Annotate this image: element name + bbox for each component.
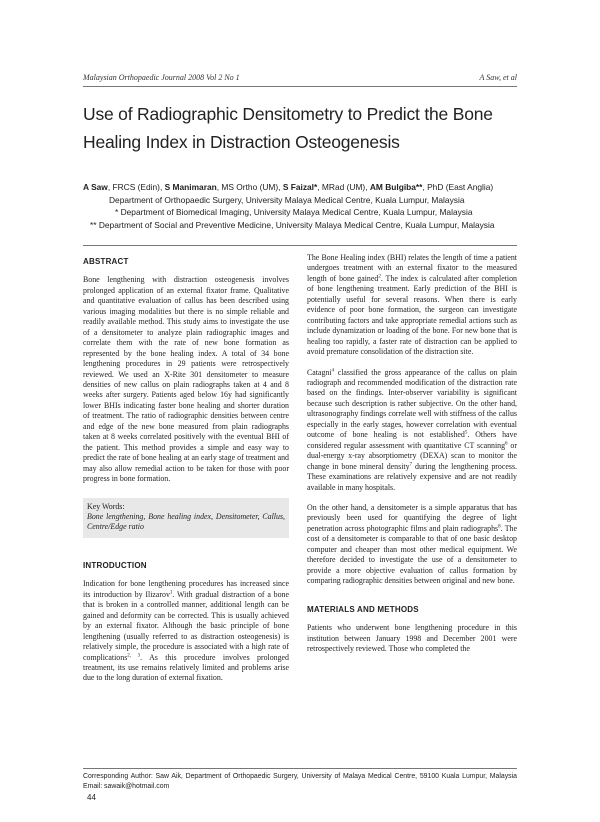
corresponding-author-note: Corresponding Author: Saw Aik, Department of Orthopaedic Surgery, University of Malaya Medical Centre, 59100 Kuala Lumpur, Malaysia Email: sawaik@hotmail.com <box>83 773 517 790</box>
page-number: 44 <box>87 793 96 802</box>
author-degree: , MS Ortho (UM), <box>216 182 283 192</box>
author-line <box>83 181 517 194</box>
citation-ref: 8 <box>498 524 501 530</box>
keywords-box <box>83 498 289 538</box>
introduction-heading: INTRODUCTION <box>83 560 147 570</box>
text-run: Catagni <box>307 367 332 377</box>
author-degree: , FRCS (Edin), <box>107 182 165 192</box>
keywords-label: Key Words: <box>87 501 125 511</box>
text-run: during the lengthening process. These examinations are relatively expensive and are not readily available in many hospitals. <box>307 461 517 492</box>
text-run: The Bone Healing index (BHI) relates the length of time a patient undergoes treatment with an external fixator to the measured length of bone gained <box>307 253 517 283</box>
author-name: AM Bulgiba** <box>369 182 423 192</box>
article-title <box>83 100 503 156</box>
bhi-paragraph <box>307 253 517 358</box>
affiliation-1: Department of Orthopaedic Surgery, University Malaya Medical Centre, Kuala Lumpur, Malaysia <box>109 194 465 205</box>
author-name: S Faizal* <box>282 182 318 192</box>
methods-heading: MATERIALS AND METHODS <box>307 604 419 614</box>
text-run: . With gradual distraction of a bone that is broken in a controlled manner, additional length can be gained and deformity can be corrected. This is usually achieved by an external fixator. Although the basic principle of bone lengthening (usually referred to as distraction osteogenesis) is relatively simple, the procedure is associated with a high rate of complications <box>83 589 289 662</box>
text-run: or dual-energy x-ray absorptiometry (DEXA) scan to monitor the change in bone mineral density <box>307 440 517 471</box>
text-run: . The index is calculated after completion of bone lengthening treatment. Early prediction of the BHI is potentially useful for several reasons. When there is early evidence of poor bone formation, the surgeon can investigate contributing factors and take appropriate remedial actions such as include dynamization or loading of the bone. For new bone that is healing too rapidly, a faster rate of distraction can be applied to avoid premature consolidation of the distraction site. <box>307 273 517 357</box>
running-header-author: A Saw, et al <box>479 73 517 82</box>
text-run: . As this procedure involves prolonged treatment, its use remains relatively limited and problems arise due to the long duration of external fixation. <box>83 652 289 683</box>
title-line-2: Healing Index in Distraction Osteogenesis <box>83 132 400 152</box>
text-run: Indication for bone lengthening procedures has increased since its introduction by Ilizarov <box>83 579 289 599</box>
author-degree: , PhD (East Anglia) <box>422 182 494 192</box>
header-rule <box>83 86 517 87</box>
text-run: On the other hand, a densitometer is a simple apparatus that has previously been used for quantifying the degree of light penetration across photographic films and plain radiographs <box>307 502 517 533</box>
title-line-1: Use of Radiographic Densitometry to Predict the Bone <box>83 104 493 124</box>
citation-ref: 7 <box>409 461 413 467</box>
text-run: . The cost of a densitometer is comparable to that of one basic desktop computer and cheaper than most other medical equipment. We therefore decided to investigate the use of a densitometer to provide a more objective evaluation of callus formation by comparing radiographic densities between original and new bone. <box>307 523 517 586</box>
footer-rule <box>83 768 517 769</box>
text-run: . Others have considered regular assessment with quantitative CT scanning <box>307 430 517 450</box>
citation-ref: 1 <box>169 590 173 596</box>
catagni-paragraph <box>307 368 517 493</box>
citation-ref: 2 <box>378 274 381 280</box>
citation-ref: 2, 3 <box>127 652 141 658</box>
affiliation-3: ** Department of Social and Preventive Medicine, University Malaya Medical Centre, Kuala Lumpur, Malaysia <box>90 219 495 230</box>
citation-ref: 6 <box>505 441 508 447</box>
text-run: classified the gross appearance of the callus on plain radiograph and recommended modification of the distraction rate based on the findings. Inter-observer variability is significant because such description is rather subjective. On the other hand, ultrasonography findings correlate well with stiffness of the callus especially in the early stages, however correlation with eventual outcome of bone healing is not established <box>307 367 517 440</box>
running-header-journal: Malaysian Orthopaedic Journal 2008 Vol 2 No 1 <box>83 73 240 82</box>
author-block <box>83 181 517 231</box>
keywords-text: Bone lengthening, Bone healing index, Densitometer, Callus, Centre/Edge ratio <box>87 511 285 532</box>
densitometer-paragraph <box>307 503 517 587</box>
author-degree: , MRad (UM), <box>317 182 370 192</box>
left-column <box>83 257 289 684</box>
author-name: S Manimaran <box>164 182 217 192</box>
affiliation-2: * Department of Biomedical Imaging, University Malaya Medical Centre, Kuala Lumpur, Malaysia <box>115 207 473 218</box>
abstract-body: Bone lengthening with distraction osteogenesis involves prolonged application of an external fixator frame. Qualitative and quantitative evaluation of callus has been described using various imaging modalities but there is no simple reliable and readily available method. This study aims to investigate the use of a densitometer to analyze plain radiographic images and correlate them with the rate of new bone formation as represented by the bone healing index. A total of 34 bone lengthening procedures in 29 patients were retrospectively reviewed. We used an X-Rite 301 densitometer to measure densities of new callus on plain radiographs taken at 4 and 8 weeks after surgery. Patients aged below 16y had significantly lower BHIs indicating faster bone healing and shorter duration of treatment. The ratio of radiographic densities between centre and edge of the new bone measured from plain radiographs taken at 8 weeks correlated positively with the eventual BHI of the patient. This method provides a simple and easy way to predict the rate of bone healing at an early stage of treatment and may also allow remedial action to be taken for those with poor progress in bone formation. <box>83 275 289 484</box>
citation-ref: 5 <box>464 430 468 436</box>
right-column <box>307 253 517 654</box>
section-rule <box>83 245 517 246</box>
introduction-paragraph <box>83 579 289 684</box>
methods-paragraph: Patients who underwent bone lengthening procedure in this institution between January 1998 and December 2001 were retrospectively reviewed. Those who completed the <box>307 623 517 653</box>
abstract-heading: ABSTRACT <box>83 257 129 266</box>
citation-ref: 4 <box>331 367 335 373</box>
author-name: A Saw <box>83 182 108 192</box>
